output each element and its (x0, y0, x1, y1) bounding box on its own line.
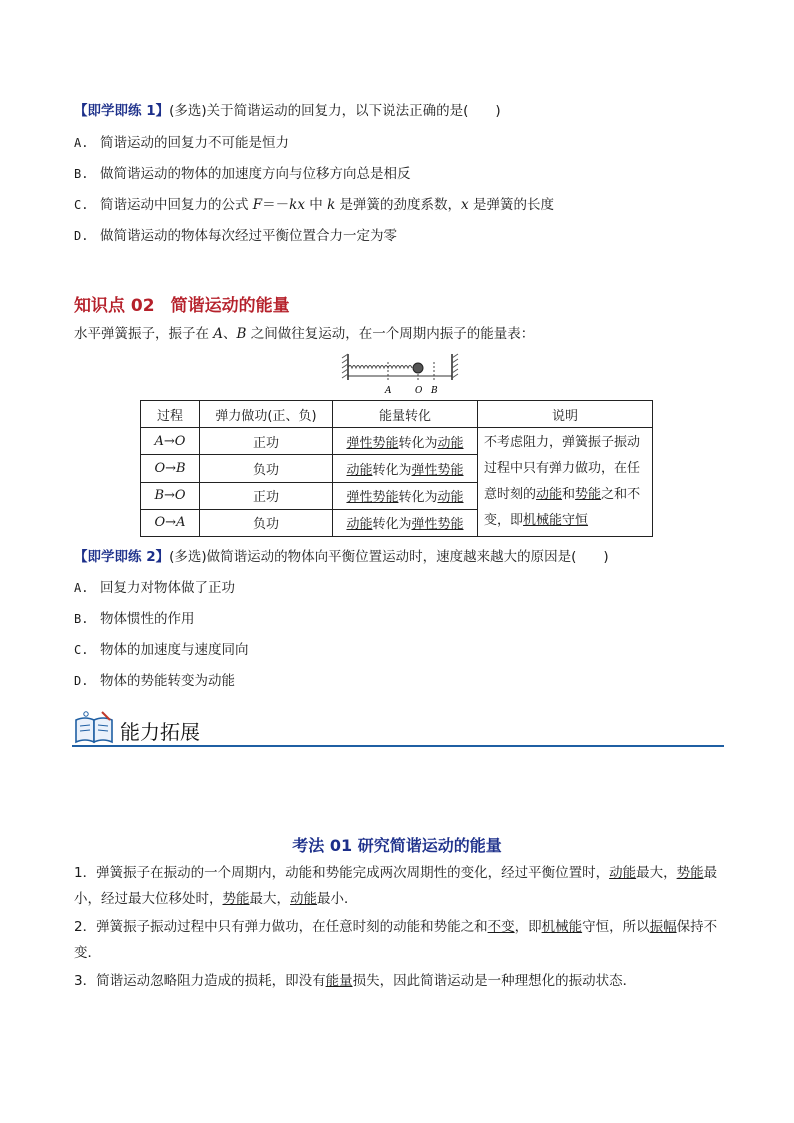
cell-process: B→O (141, 482, 200, 509)
kp-number: 知识点 02 (74, 296, 155, 316)
header-conversion: 能量转化 (333, 401, 478, 428)
option-letter: A. (74, 136, 89, 150)
method-title: 考法 01 研究简谐运动的能量 (292, 836, 502, 855)
para-key: 动能 (609, 865, 637, 881)
q1-option-a (74, 133, 289, 153)
conv-from: 动能 (346, 517, 373, 533)
option-letter: A. (74, 581, 89, 595)
intro-part: 、 (223, 326, 237, 342)
para-key: 势能 (676, 865, 704, 881)
q2-stem: (多选)做简谐运动的物体向平衡位置运动时，速度越来越大的原因是( ) (169, 549, 609, 565)
oscillator-ball (413, 363, 423, 373)
intro-part: 水平弹簧振子，振子在 (74, 326, 214, 342)
conv-to: 弹性势能 (411, 517, 464, 533)
conv-from: 动能 (346, 462, 373, 478)
q2-option-b (74, 609, 195, 629)
conv-verb: 转化为 (372, 517, 412, 533)
open-book-icon (72, 710, 116, 746)
para-text: 保持不变． (74, 919, 718, 961)
cell-work: 正功 (200, 428, 333, 455)
cell-conversion (333, 509, 478, 536)
note-part: 不考虑阻力，弹簧振子振动过程中只有弹力做功，在任意时刻的 (484, 435, 641, 502)
spring-coil (348, 366, 412, 369)
para-text: 损失，因此简谐运动是一种理想化的振动状态． (352, 973, 637, 989)
formula-var: x (461, 197, 469, 213)
cell-process: O→B (141, 455, 200, 482)
left-wall (342, 354, 348, 380)
q1-option-c (74, 195, 554, 215)
label-o: O (415, 386, 423, 396)
header-process: 过程 (141, 401, 200, 428)
note-part: 之和不变，即 (484, 487, 641, 528)
q2-stem-line (74, 547, 609, 567)
section-banner-rule (72, 745, 724, 747)
intro-var: B (236, 326, 247, 342)
right-wall (452, 354, 458, 380)
option-text-part: 是弹簧的劲度系数， (335, 197, 462, 213)
intro-part: 之间做往复运动，在一个周期内振子的能量表： (246, 326, 535, 342)
cell-work: 负功 (200, 509, 333, 536)
q2-option-c (74, 640, 249, 660)
para-key: 能量 (325, 973, 353, 989)
option-text: 物体的加速度与速度同向 (100, 642, 249, 658)
para-text: 最小，经过最大位移处时， (74, 865, 718, 907)
option-text: 回复力对物体做了正功 (100, 580, 235, 596)
para-key: 势能 (222, 891, 250, 907)
formula-var: F (252, 197, 263, 213)
kp-intro (74, 324, 534, 344)
label-b: B (431, 386, 438, 396)
header-work: 弹力做功(正、负) (200, 401, 333, 428)
option-letter: B. (74, 612, 89, 626)
option-letter: C. (74, 643, 89, 657)
option-text-part: 是弹簧的长度 (468, 197, 554, 213)
para-key: 动能 (290, 891, 317, 907)
cell-conversion (333, 455, 478, 482)
spring-oscillator-diagram (340, 352, 460, 396)
energy-table (140, 400, 653, 537)
conv-from: 弹性势能 (346, 435, 399, 451)
note-key: 势能 (575, 487, 602, 502)
q1-tag: 【即学即练 1】 (74, 103, 170, 119)
q2-tag: 【即学即练 2】 (74, 549, 170, 565)
method-paragraph-1 (74, 860, 724, 912)
para-key: 振幅 (649, 919, 677, 935)
para-text: ，即 (514, 919, 542, 935)
q1-stem-line (74, 101, 501, 121)
method-paragraph-2 (74, 914, 724, 966)
para-text: 守恒，所以 (582, 919, 650, 935)
note-key: 机械能守恒 (523, 513, 589, 528)
knowledge-point-title (74, 291, 290, 316)
conv-to: 动能 (437, 435, 464, 451)
option-letter: D. (74, 674, 89, 688)
para-text: 最大， (249, 891, 290, 907)
para-text: 最小． (317, 891, 358, 907)
cell-conversion (333, 428, 478, 455)
conv-verb: 转化为 (372, 462, 412, 478)
cell-process: O→A (141, 509, 200, 536)
option-letter: D. (74, 229, 89, 243)
cell-work: 负功 (200, 455, 333, 482)
kp-title-text: 简谐运动的能量 (170, 296, 290, 316)
para-key: 不变 (487, 919, 515, 935)
cell-note (478, 428, 653, 537)
option-text: 做简谐运动的物体的加速度方向与位移方向总是相反 (100, 166, 411, 182)
q1-option-b (74, 164, 411, 184)
header-note: 说明 (478, 401, 653, 428)
option-text-part: 中 (304, 197, 328, 213)
para-text: 3．简谐运动忽略阻力造成的损耗，即没有 (74, 973, 326, 989)
option-text: 物体的势能转变为动能 (100, 673, 235, 689)
para-text: 最大， (636, 865, 677, 881)
para-key: 机械能 (541, 919, 583, 935)
method-paragraph-3 (74, 968, 724, 994)
note-key: 动能 (536, 487, 563, 502)
table-header-row (141, 401, 653, 428)
conv-verb: 转化为 (398, 490, 438, 506)
conv-verb: 转化为 (398, 435, 438, 451)
formula-var: k (327, 197, 336, 213)
intro-var: A (213, 326, 224, 342)
conv-to: 动能 (437, 490, 464, 506)
option-text-part: 简谐运动中回复力的公式 (100, 197, 253, 213)
label-a: A (385, 386, 392, 396)
conv-from: 弹性势能 (346, 490, 399, 506)
cell-work: 正功 (200, 482, 333, 509)
cell-conversion (333, 482, 478, 509)
q2-option-a (74, 578, 235, 598)
section-banner-title: 能力拓展 (120, 720, 200, 744)
option-letter: B. (74, 167, 89, 181)
para-text: 1．弹簧振子在振动的一个周期内，动能和势能完成两次周期性的变化，经过平衡位置时， (74, 865, 610, 881)
conv-to: 弹性势能 (411, 462, 464, 478)
table-row (141, 428, 653, 455)
option-text: 物体惯性的作用 (100, 611, 195, 627)
option-letter: C. (74, 198, 89, 212)
q1-stem: (多选)关于简谐运动的回复力，以下说法正确的是( ) (169, 103, 501, 119)
q2-option-d (74, 671, 235, 691)
option-text: 做简谐运动的物体每次经过平衡位置合力一定为零 (100, 228, 397, 244)
q1-option-d (74, 226, 397, 246)
para-text: 2．弹簧振子振动过程中只有弹力做功，在任意时刻的动能和势能之和 (74, 919, 488, 935)
formula-var: kx (289, 197, 305, 213)
option-text-part: ＝－ (262, 197, 290, 213)
cell-process: A→O (141, 428, 200, 455)
option-text: 简谐运动的回复力不可能是恒力 (100, 135, 289, 151)
note-part: 和 (562, 487, 576, 502)
